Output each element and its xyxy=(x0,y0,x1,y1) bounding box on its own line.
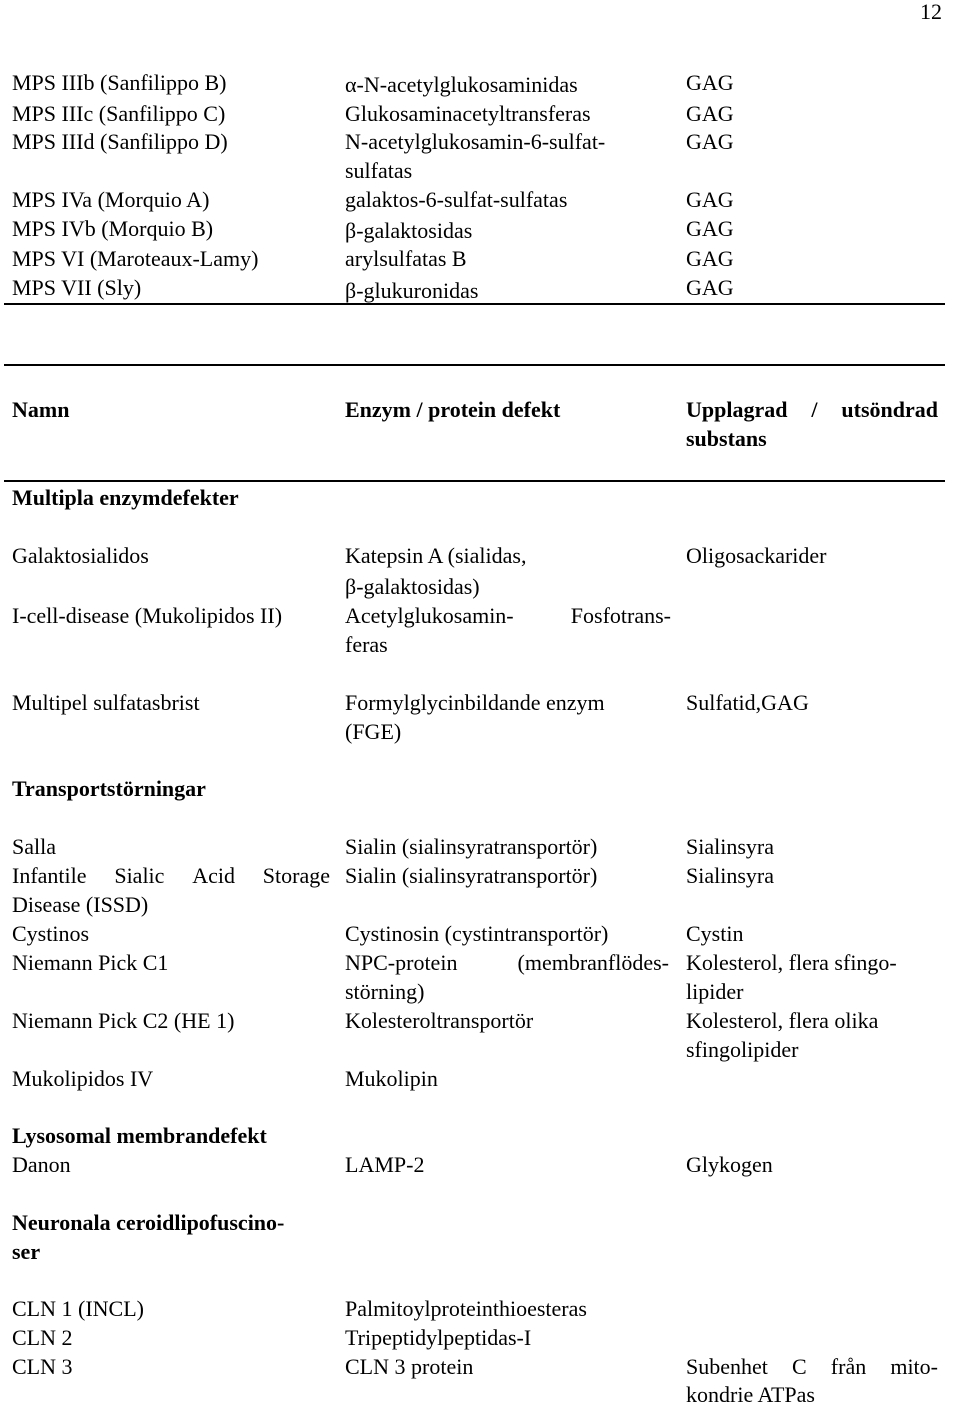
enzyme-word: (membranflödes- xyxy=(517,950,669,975)
row-substance: Sialinsyra xyxy=(686,863,774,888)
row-enzyme: LAMP-2 xyxy=(345,1152,425,1177)
row-enzyme: Mukolipin xyxy=(345,1066,438,1091)
name-word: Infantile xyxy=(12,863,87,888)
row-enzyme: Tripeptidylpeptidas-I xyxy=(345,1325,532,1350)
row-enzyme: N-acetylglukosamin-6-sulfat- xyxy=(345,129,606,154)
row-enzyme: Formylglycinbildande enzym xyxy=(345,690,605,715)
row-name: CLN 1 (INCL) xyxy=(12,1296,144,1321)
row-enzyme: Katepsin A (sialidas, xyxy=(345,543,527,568)
row-substance: GAG xyxy=(686,246,734,271)
row-enzyme-cont: sulfatas xyxy=(345,158,413,183)
table-bottom-rule xyxy=(4,303,945,305)
enzyme-word: Fosfotrans- xyxy=(570,603,671,628)
header-substance-cont: substans xyxy=(686,426,767,451)
header-enzyme: Enzym / protein defekt xyxy=(345,397,561,422)
section-title: Lysosomal membrandefekt xyxy=(12,1123,267,1148)
substance-word: Subenhet xyxy=(686,1354,768,1379)
row-name xyxy=(12,861,330,890)
substance-word: från xyxy=(830,1354,867,1379)
row-name: CLN 3 xyxy=(12,1354,73,1379)
row-enzyme: Palmitoylproteinthioesteras xyxy=(345,1296,587,1321)
section-title: Multipla enzymdefekter xyxy=(12,485,239,510)
header-word: utsöndrad xyxy=(841,397,938,422)
row-substance xyxy=(686,1352,938,1381)
row-substance: GAG xyxy=(686,275,734,300)
section-title: Neuronala ceroidlipofuscino- xyxy=(12,1210,285,1235)
row-substance: Oligosackarider xyxy=(686,543,827,568)
row-substance: Cystin xyxy=(686,921,744,946)
header-name: Namn xyxy=(12,397,70,422)
row-enzyme: Sialin (sialinsyratransportör) xyxy=(345,834,598,859)
row-name: I-cell-disease (Mukolipidos II) xyxy=(12,603,283,628)
row-enzyme xyxy=(345,601,671,630)
row-name: MPS VI (Maroteaux-Lamy) xyxy=(12,246,259,271)
row-enzyme-cont: (FGE) xyxy=(345,719,402,744)
row-enzyme: Sialin (sialinsyratransportör) xyxy=(345,863,598,888)
enzyme-word: Acetylglukosamin- xyxy=(345,603,514,628)
name-word: Storage xyxy=(262,863,330,888)
row-name: Niemann Pick C1 xyxy=(12,950,169,975)
row-substance: GAG xyxy=(686,187,734,212)
row-enzyme: Kolesteroltransportör xyxy=(345,1008,534,1033)
row-substance: Glykogen xyxy=(686,1152,773,1177)
row-substance: GAG xyxy=(686,70,734,95)
section-title-cont: ser xyxy=(12,1239,41,1264)
row-substance-cont: kondrie ATPas xyxy=(686,1382,815,1407)
row-name-cont: Disease (ISSD) xyxy=(12,892,149,917)
table-top-rule xyxy=(4,364,945,366)
row-name: MPS IIId (Sanfilippo D) xyxy=(12,129,228,154)
row-enzyme: galaktos-6-sulfat-sulfatas xyxy=(345,187,568,212)
row-enzyme: α-N-acetylglukosaminidas xyxy=(345,72,578,97)
row-substance-cont: lipider xyxy=(686,979,744,1004)
row-enzyme: Cystinosin (cystintransportör) xyxy=(345,921,609,946)
row-substance: Sulfatid,GAG xyxy=(686,690,809,715)
section-title: Transportstörningar xyxy=(12,776,206,801)
row-enzyme-cont: β-galaktosidas) xyxy=(345,574,480,599)
row-name: Cystinos xyxy=(12,921,90,946)
row-name: Niemann Pick C2 (HE 1) xyxy=(12,1008,235,1033)
row-name: MPS IIIc (Sanfilippo C) xyxy=(12,101,226,126)
row-enzyme xyxy=(345,948,669,977)
enzyme-word: NPC-protein xyxy=(345,950,458,975)
name-word: Acid xyxy=(192,863,235,888)
row-enzyme: arylsulfatas B xyxy=(345,246,467,271)
row-substance: GAG xyxy=(686,216,734,241)
row-substance: Kolesterol, flera sfingo- xyxy=(686,950,897,975)
row-enzyme: Glukosaminacetyltransferas xyxy=(345,101,591,126)
row-enzyme: CLN 3 protein xyxy=(345,1354,474,1379)
header-word: / xyxy=(811,397,818,422)
row-substance-cont: sfingolipider xyxy=(686,1037,799,1062)
substance-word: C xyxy=(792,1354,807,1379)
row-enzyme: β-glukuronidas xyxy=(345,278,479,303)
row-name: MPS IIIb (Sanfilippo B) xyxy=(12,70,227,95)
row-name: CLN 2 xyxy=(12,1325,73,1350)
row-enzyme-cont: feras xyxy=(345,632,388,657)
row-name: Mukolipidos IV xyxy=(12,1066,154,1091)
row-name: Galaktosialidos xyxy=(12,543,149,568)
row-substance: GAG xyxy=(686,101,734,126)
header-substance xyxy=(686,395,938,424)
substance-word: mito- xyxy=(890,1354,938,1379)
row-name: MPS IVb (Morquio B) xyxy=(12,216,214,241)
page-number: 12 xyxy=(920,0,942,24)
row-enzyme: β-galaktosidas xyxy=(345,218,473,243)
row-substance: Kolesterol, flera olika xyxy=(686,1008,879,1033)
row-name: MPS IVa (Morquio A) xyxy=(12,187,210,212)
row-name: MPS VII (Sly) xyxy=(12,275,142,300)
row-name: Multipel sulfatasbrist xyxy=(12,690,200,715)
header-rule xyxy=(4,480,945,482)
header-word: Upplagrad xyxy=(686,397,788,422)
row-substance: Sialinsyra xyxy=(686,834,774,859)
name-word: Sialic xyxy=(114,863,165,888)
row-substance: GAG xyxy=(686,129,734,154)
row-enzyme-cont: störning) xyxy=(345,979,425,1004)
row-name: Danon xyxy=(12,1152,71,1177)
row-name: Salla xyxy=(12,834,56,859)
